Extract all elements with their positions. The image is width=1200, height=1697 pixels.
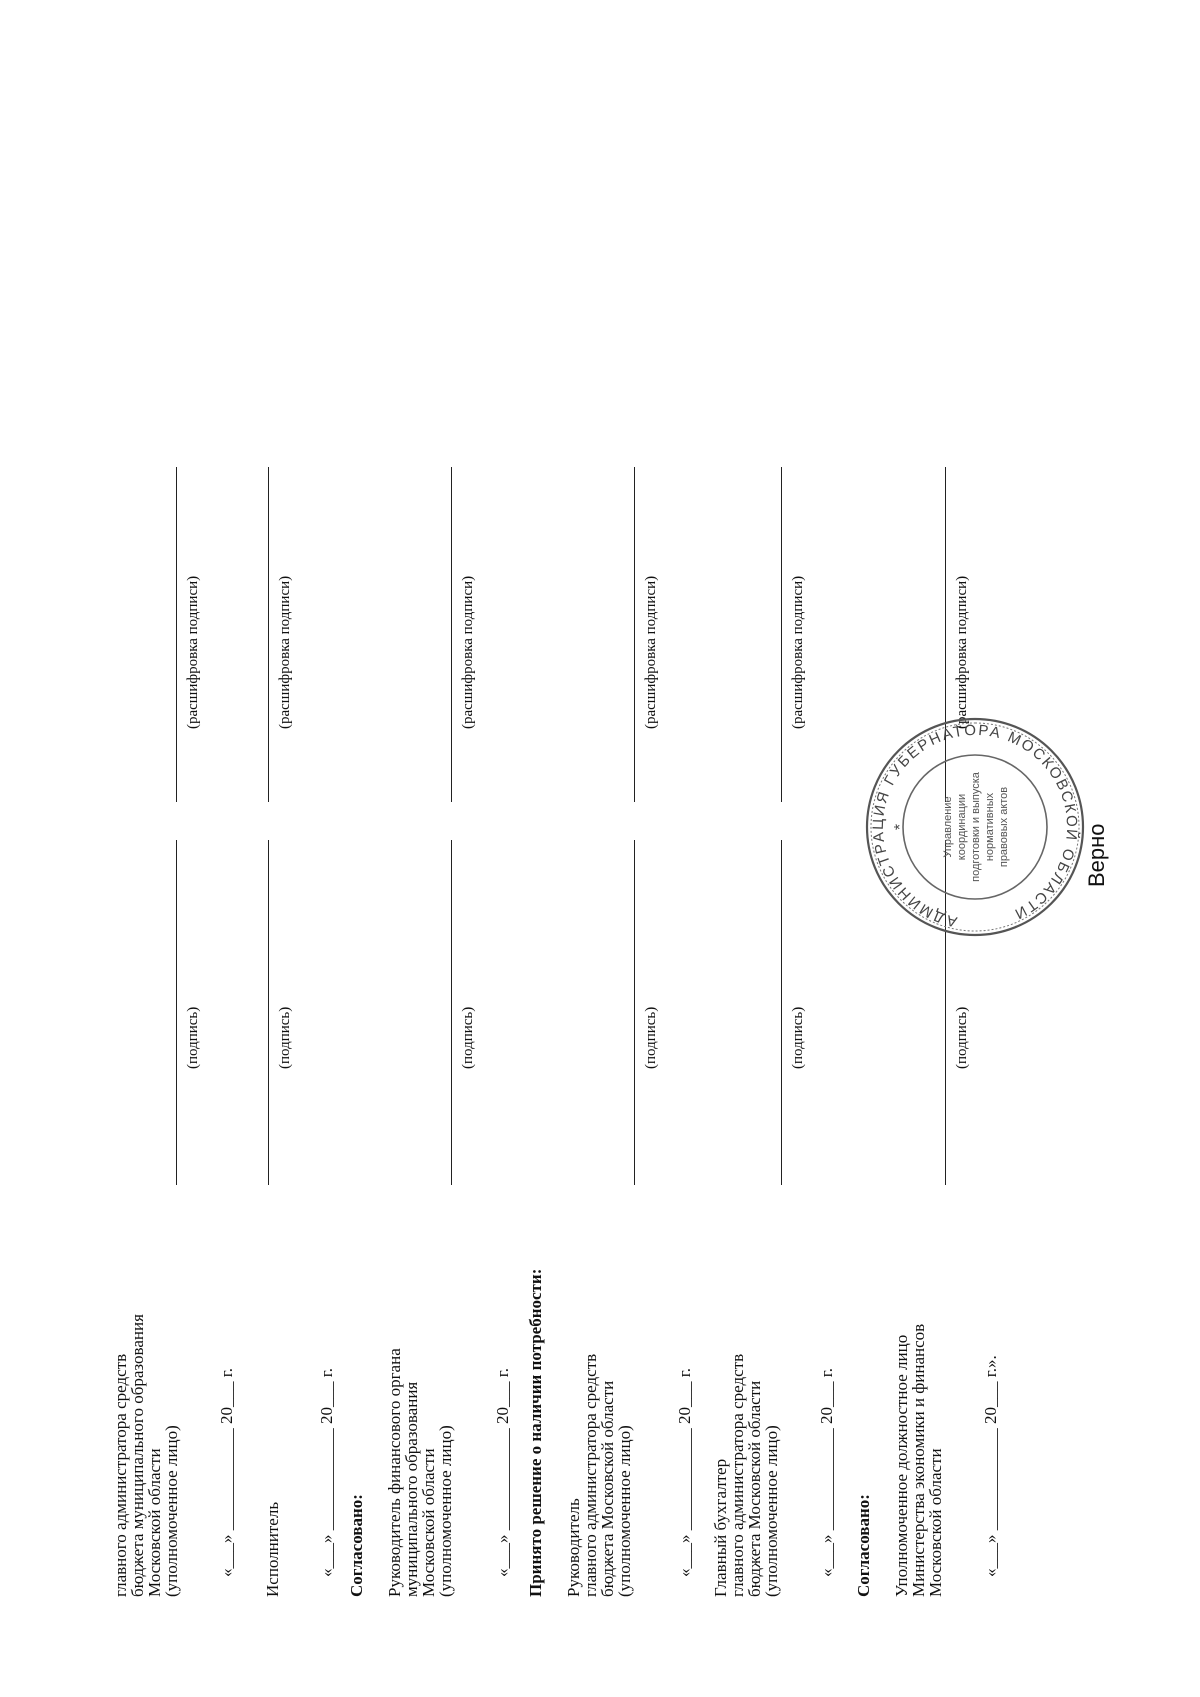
block1-signature-caption: (подпись) [185, 1006, 201, 1069]
block5-line-3: бюджета Московской области [745, 1380, 764, 1597]
block4-signature-caption: (подпись) [643, 1006, 659, 1069]
stamp-inner-line-3: подготовки и выпуска [970, 772, 982, 882]
block4-line-2: главного администратора средств [581, 1353, 600, 1597]
block1-date: «___» ____________ 20___ г. [217, 1367, 236, 1577]
block2-date: «___» ____________ 20___ г. [317, 1367, 336, 1577]
block3-date: «___» ____________ 20___ г. [493, 1367, 512, 1577]
stamp-inner-text [942, 771, 1010, 882]
block5-title [712, 1354, 780, 1597]
block1-decoding-caption: (расшифровка подписи) [185, 575, 201, 729]
block3-signature-line [451, 840, 452, 1185]
block3-line-3: Московской области [419, 1448, 438, 1597]
block6-line-1: Уполномоченное должностное лицо [892, 1334, 911, 1597]
block5-line-2: главного администратора средств [728, 1353, 747, 1597]
block6-line-3: Московской области [926, 1448, 945, 1597]
block3-line-2: муниципального образования [402, 1381, 421, 1597]
block4-heading: Принято решение о наличии потребности: [526, 1268, 545, 1597]
block5-date: «___» ____________ 20___ г. [817, 1367, 836, 1577]
block4-line-1: Руководитель [564, 1498, 583, 1597]
block6-line-2: Министерства экономики и финансов [909, 1323, 928, 1597]
block2-signature-line [268, 840, 269, 1185]
block1-title [112, 1314, 180, 1597]
stamp-inner-line-1: Управление [942, 796, 954, 858]
block4-decoding-line [634, 467, 635, 802]
verno-mark: Верно [1084, 823, 1109, 887]
block4-decoding-caption: (расшифровка подписи) [643, 575, 659, 729]
block4-line-3: бюджета Московской области [598, 1380, 617, 1597]
stamp-inner-line-5: правовых актов [998, 786, 1010, 868]
block3-signature-caption: (подпись) [460, 1006, 476, 1069]
block1-decoding-line [176, 467, 177, 802]
block2-decoding-line [268, 467, 269, 802]
stamp-inner-line-4: нормативных [984, 792, 996, 862]
block5-decoding-caption: (расшифровка подписи) [790, 575, 806, 729]
block3-decoding-line [451, 467, 452, 802]
block6-signature-caption: (подпись) [954, 1006, 970, 1069]
block3-title [386, 1348, 454, 1597]
block1-line-3: Московской области [145, 1448, 164, 1597]
block5-decoding-line [781, 467, 782, 802]
block6-heading: Согласовано: [854, 1494, 873, 1597]
block1-signature-line [176, 840, 177, 1185]
block2-signature-caption: (подпись) [277, 1006, 293, 1069]
block2-decoding-caption: (расшифровка подписи) [277, 575, 293, 729]
block2-title [264, 1502, 281, 1597]
block6-decoding-caption: (расшифровка подписи) [954, 575, 970, 729]
block5-signature-caption: (подпись) [790, 1006, 806, 1069]
block2-line-1: Исполнитель [263, 1501, 282, 1597]
stamp-inner-line-2: координации [956, 793, 968, 861]
block3-decoding-caption: (расшифровка подписи) [460, 575, 476, 729]
block3-line-4: (уполномоченное лицо) [436, 1425, 455, 1597]
block1-line-4: (уполномоченное лицо) [162, 1425, 181, 1597]
block1-line-2: бюджета муниципального образования [128, 1314, 147, 1597]
block4-line-4: (уполномоченное лицо) [615, 1425, 634, 1597]
block5-line-4: (уполномоченное лицо) [762, 1425, 781, 1597]
block5-signature-line [781, 840, 782, 1185]
block4-title [565, 1354, 633, 1597]
block4-signature-line [634, 840, 635, 1185]
block4-date: «___» ____________ 20___ г. [675, 1367, 694, 1577]
block1-line-1: главного администратора средств [111, 1353, 130, 1597]
block6-title [893, 1324, 944, 1597]
stamp-outer-text: АДМИНИСТРАЦИЯ ГУБЕРНАТОРА МОСКОВСКОЙ ОБЛАСТИ [869, 721, 1081, 931]
block5-line-1: Главный бухгалтер [711, 1458, 730, 1597]
official-stamp [855, 707, 1095, 947]
block6-date: «___» ____________ 20___ г.». [981, 1355, 1000, 1577]
block3-heading: Согласовано: [347, 1494, 366, 1597]
stamp-star: * [892, 823, 909, 831]
block3-line-1: Руководитель финансового органа [385, 1348, 404, 1597]
